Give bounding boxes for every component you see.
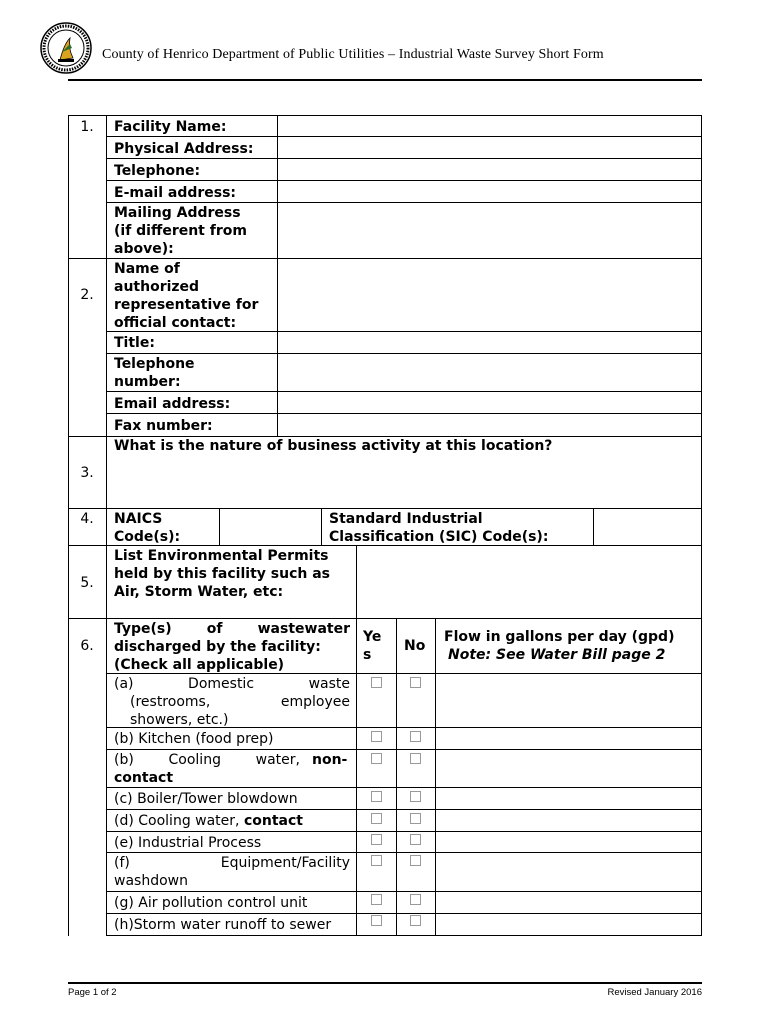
row-a-yes-checkbox[interactable]: [371, 677, 382, 688]
mailing-address-label-line3: above):: [114, 241, 174, 257]
telephone-field[interactable]: [278, 159, 701, 180]
permits-field[interactable]: [357, 546, 701, 618]
naics-label-line1: NAICS: [114, 511, 163, 527]
row-b-kitchen-flow-field[interactable]: [436, 728, 701, 749]
flow-note: Note: See Water Bill page 2: [448, 647, 666, 663]
row-b-cooling-label: (b) Cooling water,: [114, 752, 300, 768]
row-c-yes-checkbox[interactable]: [371, 791, 382, 802]
section-3-number: 3.: [80, 465, 94, 481]
row-d-no-checkbox[interactable]: [410, 813, 421, 824]
rep-telephone-label-line1: Telephone: [114, 356, 195, 372]
business-activity-question: What is the nature of business activity at this location?: [114, 438, 553, 454]
row-f-yes-checkbox[interactable]: [371, 855, 382, 866]
mailing-address-label-line2: (if different from: [114, 223, 247, 239]
section-5-number: 5.: [80, 575, 94, 591]
section-6-left-border: [68, 618, 69, 936]
row-d-yes-checkbox[interactable]: [371, 813, 382, 824]
row-g-yes-checkbox[interactable]: [371, 894, 382, 905]
row-d-flow-field[interactable]: [436, 810, 701, 831]
section-6-top-border: [68, 618, 702, 619]
row-b-cooling-yes-checkbox[interactable]: [371, 753, 382, 764]
row-e-yes-checkbox[interactable]: [371, 834, 382, 845]
survey-form-table: [68, 115, 702, 936]
row-e-flow-field[interactable]: [436, 832, 701, 852]
row-c-flow-field[interactable]: [436, 788, 701, 809]
row-f-no-checkbox[interactable]: [410, 855, 421, 866]
yes-header-line2: s: [363, 647, 372, 663]
row-h-yes-checkbox[interactable]: [371, 915, 382, 926]
row-b-cooling-bold-line2: contact: [114, 770, 174, 786]
wastewater-type-header-line3: (Check all applicable): [114, 657, 285, 673]
row-e-no-checkbox[interactable]: [410, 834, 421, 845]
row-h-label: (h)Storm water runoff to sewer: [114, 917, 332, 933]
page-number: Page 1 of 2: [68, 987, 117, 998]
section-1-number: 1.: [80, 119, 94, 135]
document-title: County of Henrico Department of Public Utilities – Industrial Waste Survey Short Form: [102, 47, 604, 62]
wastewater-type-header-line1: Type(s) of wastewater: [114, 621, 350, 637]
row-a-label-line1: (a) Domestic waste: [114, 676, 350, 692]
row-a-flow-field[interactable]: [436, 674, 701, 727]
header-divider: [68, 79, 702, 81]
row-h-no-checkbox[interactable]: [410, 915, 421, 926]
rep-telephone-field[interactable]: [278, 354, 701, 391]
row-a-label-line3: showers, etc.): [130, 712, 229, 728]
row-a-label-line2: (restrooms, employee: [130, 694, 350, 710]
row-f-label-line2: washdown: [114, 873, 188, 889]
section-2-number: 2.: [80, 287, 94, 303]
representative-label-line4: official contact:: [114, 315, 237, 331]
row-b-kitchen-no-checkbox[interactable]: [410, 731, 421, 742]
number-column-divider: [106, 115, 107, 936]
row-g-no-checkbox[interactable]: [410, 894, 421, 905]
row-e-label: (e) Industrial Process: [114, 835, 262, 851]
mailing-address-label-line1: Mailing Address: [114, 205, 241, 221]
business-activity-field[interactable]: [108, 457, 700, 507]
yes-column-divider: [396, 618, 397, 936]
row-h-flow-field[interactable]: [436, 914, 701, 935]
facility-name-field[interactable]: [278, 116, 701, 136]
permits-label-line1: List Environmental Permits: [114, 548, 329, 564]
telephone-label: Telephone:: [114, 163, 201, 179]
sic-label-line2: Classification (SIC) Code(s):: [329, 529, 549, 545]
row-b-kitchen-yes-checkbox[interactable]: [371, 731, 382, 742]
facility-name-label: Facility Name:: [114, 119, 227, 135]
rep-telephone-label-line2: number:: [114, 374, 181, 390]
flow-header: Flow in gallons per day (gpd): [444, 629, 675, 645]
row-c-label: (c) Boiler/Tower blowdown: [114, 791, 298, 807]
mailing-address-field[interactable]: [278, 203, 701, 258]
rep-email-label: Email address:: [114, 396, 231, 412]
physical-address-label: Physical Address:: [114, 141, 254, 157]
representative-label-line3: representative for: [114, 297, 259, 313]
permits-label-line2: held by this facility such as: [114, 566, 330, 582]
row-d-label-bold: contact: [243, 813, 303, 829]
section-4-number: 4.: [80, 511, 94, 527]
rep-email-field[interactable]: [278, 392, 701, 413]
type-column-divider: [356, 618, 357, 936]
wastewater-type-header-line2: discharged by the facility:: [114, 639, 321, 655]
physical-address-field[interactable]: [278, 137, 701, 158]
representative-label-line1: Name of: [114, 261, 180, 277]
section-6-bottom-border: [106, 935, 702, 936]
row-g-flow-field[interactable]: [436, 892, 701, 913]
row-b-cooling-flow-field[interactable]: [436, 750, 701, 787]
section-6-number: 6.: [80, 638, 94, 654]
row-d-label-text: (d) Cooling water,: [114, 813, 244, 829]
revision-date: Revised January 2016: [607, 987, 702, 998]
row-b-cooling-bold: non-: [312, 752, 348, 768]
fax-label: Fax number:: [114, 418, 213, 434]
sic-code-field[interactable]: [594, 509, 701, 545]
row-f-flow-field[interactable]: [436, 853, 701, 891]
email-field[interactable]: [278, 181, 701, 202]
yes-header-line1: Ye: [363, 629, 382, 645]
no-header: No: [404, 638, 426, 654]
footer-divider: [68, 982, 702, 984]
permits-label-line3: Air, Storm Water, etc:: [114, 584, 284, 600]
row-d-label: [114, 812, 303, 830]
naics-label-line2: Code(s):: [114, 529, 181, 545]
county-seal-logo: [40, 22, 92, 74]
title-label: Title:: [114, 335, 155, 351]
row-b-cooling-no-checkbox[interactable]: [410, 753, 421, 764]
representative-label-line2: authorized: [114, 279, 200, 295]
row-g-label: (g) Air pollution control unit: [114, 895, 308, 911]
section-6-right-border: [701, 618, 702, 936]
row-b-kitchen-label: (b) Kitchen (food prep): [114, 731, 274, 747]
naics-field-divider: [321, 508, 322, 546]
representative-name-field[interactable]: [278, 259, 701, 331]
title-field[interactable]: [278, 332, 701, 353]
sic-label-line1: Standard Industrial: [329, 511, 483, 527]
email-label: E-mail address:: [114, 185, 237, 201]
row-f-label-line1: (f) Equipment/Facility: [114, 855, 350, 871]
row-a-no-checkbox[interactable]: [410, 677, 421, 688]
naics-code-field[interactable]: [220, 509, 321, 545]
fax-field[interactable]: [278, 414, 701, 436]
row-c-no-checkbox[interactable]: [410, 791, 421, 802]
